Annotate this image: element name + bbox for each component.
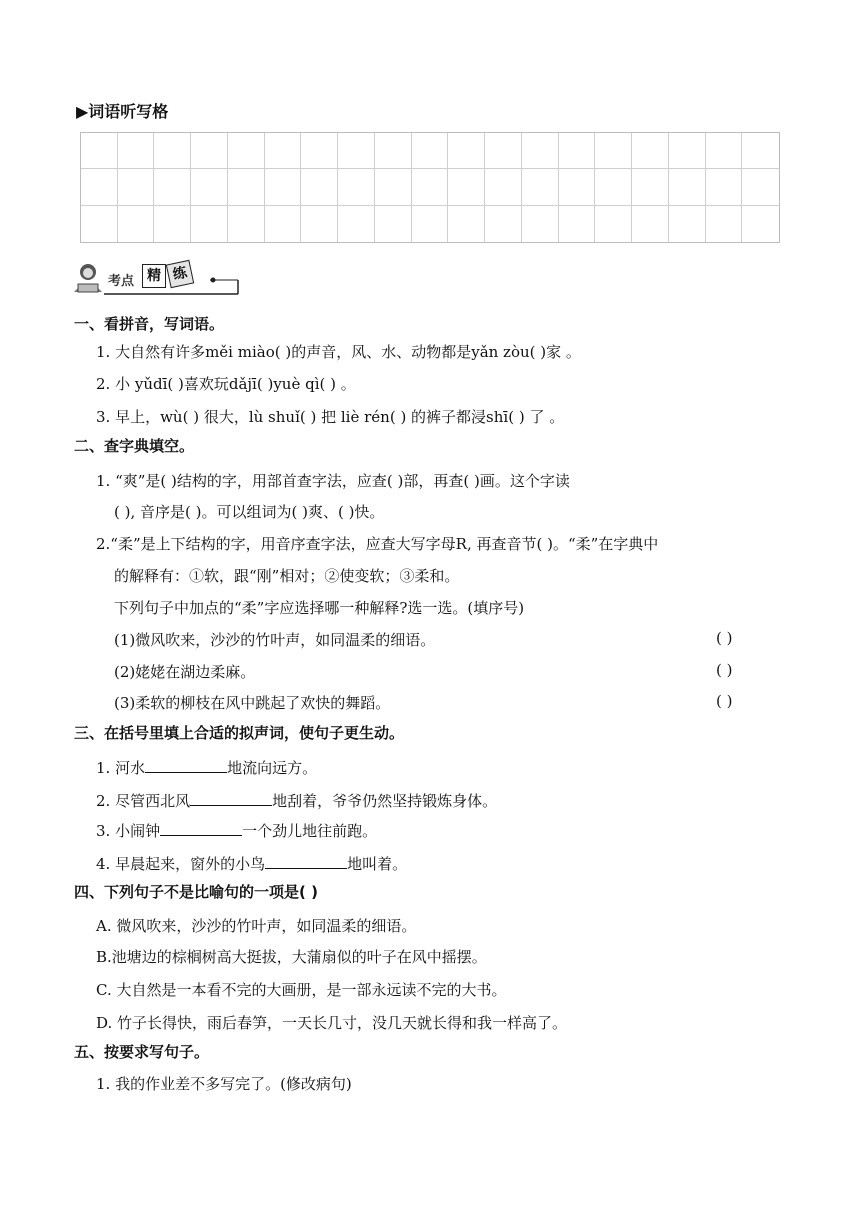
grid-cell[interactable] — [301, 133, 338, 169]
grid-cell[interactable] — [265, 169, 302, 205]
grid-cell[interactable] — [742, 133, 779, 169]
s3-item-2 — [96, 790, 497, 811]
grid-cell[interactable] — [191, 169, 228, 205]
section-2-title: 二、查字典填空。 — [74, 437, 195, 455]
s1-line-3: 3. 早上，wù( ) 很大，lù shuǐ( ) 把 liè rén( ) 的裤子都浸shī( ) 了 。 — [96, 408, 565, 426]
grid-cell[interactable] — [669, 206, 706, 242]
dictation-grid — [80, 132, 780, 243]
s4-option-b: B.池塘边的棕榈树高大挺拔，大蒲扇似的叶子在风中摇摆。 — [96, 948, 487, 966]
s3-item-3 — [96, 820, 377, 841]
section-5-title: 五、按要求写句子。 — [74, 1043, 210, 1061]
grid-cell[interactable] — [228, 169, 265, 205]
s3-item-4 — [96, 853, 407, 874]
s2-item-3-answer-paren[interactable]: ( ) — [716, 692, 733, 710]
s2-item-1: (1)微风吹来，沙沙的竹叶声，如同温柔的细语。 — [114, 631, 436, 649]
grid-cell[interactable] — [81, 206, 118, 242]
s4-option-d: D. 竹子长得快，雨后春笋，一天长几寸，没几天就长得和我一样高了。 — [96, 1014, 568, 1032]
grid-cell[interactable] — [375, 133, 412, 169]
s3-item-4-blank[interactable] — [265, 854, 347, 869]
s3-item-1 — [96, 757, 317, 778]
grid-cell[interactable] — [338, 169, 375, 205]
s3-item-4-pre: 4. 早晨起来，窗外的小鸟 — [96, 855, 266, 873]
s3-item-2-pre: 2. 尽管西北风 — [96, 792, 191, 810]
s3-item-1-post: 地流向远方。 — [227, 759, 318, 777]
grid-cell[interactable] — [632, 206, 669, 242]
grid-cell[interactable] — [81, 133, 118, 169]
grid-cell[interactable] — [154, 206, 191, 242]
s3-item-2-blank[interactable] — [190, 791, 272, 806]
grid-cell[interactable] — [154, 169, 191, 205]
grid-cell[interactable] — [338, 206, 375, 242]
s1-line-2: 2. 小 yǔdī( )喜欢玩dǎjī( )yuè qì( ) 。 — [96, 375, 356, 393]
s2-q1-line-b: ( ), 音序是( )。可以组词为( )爽、( )快。 — [114, 503, 385, 521]
s5-line-1: 1. 我的作业差不多写完了。(修改病句) — [96, 1075, 352, 1093]
grid-cell[interactable] — [669, 169, 706, 205]
s3-item-1-pre: 1. 河水 — [96, 759, 146, 777]
section-4-title: 四、下列句子不是比喻句的一项是( ) — [74, 883, 318, 901]
grid-cell[interactable] — [338, 133, 375, 169]
grid-cell[interactable] — [228, 133, 265, 169]
s2-item-2: (2)姥姥在湖边柔麻。 — [114, 663, 256, 681]
s2-q2-line-c: 下列句子中加点的“柔”字应选择哪一种解释?选一选。(填序号) — [114, 599, 525, 617]
grid-cell[interactable] — [118, 133, 155, 169]
grid-cell[interactable] — [375, 206, 412, 242]
grid-cell[interactable] — [265, 206, 302, 242]
s2-q2-line-b: 的解释有：①软，跟“刚”相对；②使变软；③柔和。 — [114, 567, 460, 585]
s2-q1-line-a: 1. “爽”是( )结构的字，用部首查字法，应查( )部，再查( )画。这个字读 — [96, 472, 570, 490]
grid-cell[interactable] — [632, 169, 669, 205]
grid-cell[interactable] — [559, 206, 596, 242]
badge-label-jing: 精 — [142, 264, 166, 288]
grid-cell[interactable] — [706, 133, 743, 169]
grid-cell[interactable] — [228, 206, 265, 242]
s3-item-3-pre: 3. 小闹钟 — [96, 822, 161, 840]
grid-cell[interactable] — [706, 206, 743, 242]
section-badge — [70, 258, 240, 298]
s4-option-a: A. 微风吹来，沙沙的竹叶声，如同温柔的细语。 — [96, 917, 417, 935]
grid-cell[interactable] — [742, 206, 779, 242]
grid-cell[interactable] — [412, 169, 449, 205]
grid-cell[interactable] — [81, 169, 118, 205]
grid-cell[interactable] — [706, 169, 743, 205]
grid-cell[interactable] — [118, 169, 155, 205]
grid-cell[interactable] — [485, 206, 522, 242]
s3-item-3-blank[interactable] — [160, 821, 242, 836]
badge-label-kaodian: 考点 — [108, 274, 135, 289]
grid-cell[interactable] — [522, 133, 559, 169]
section-1-title: 一、看拼音，写词语。 — [74, 315, 225, 333]
s2-q2-line-a: 2.“柔”是上下结构的字，用音序查字法，应查大写字母R, 再查音节( )。“柔”在字典中 — [96, 535, 659, 553]
grid-cell[interactable] — [595, 169, 632, 205]
dictation-title: ▶词语听写格 — [76, 102, 169, 121]
grid-cell[interactable] — [559, 169, 596, 205]
s3-item-2-post: 地刮着，爷爷仍然坚持锻炼身体。 — [272, 792, 498, 810]
grid-cell[interactable] — [559, 133, 596, 169]
s3-item-1-blank[interactable] — [145, 758, 227, 773]
grid-cell[interactable] — [191, 206, 228, 242]
s3-item-4-post: 地叫着。 — [347, 855, 408, 873]
grid-cell[interactable] — [154, 133, 191, 169]
s4-option-c: C. 大自然是一本看不完的大画册，是一部永远读不完的大书。 — [96, 981, 507, 999]
grid-cell[interactable] — [375, 169, 412, 205]
grid-cell[interactable] — [485, 133, 522, 169]
grid-cell[interactable] — [595, 206, 632, 242]
grid-cell[interactable] — [412, 133, 449, 169]
grid-cell[interactable] — [448, 206, 485, 242]
grid-cell[interactable] — [669, 133, 706, 169]
grid-cell[interactable] — [448, 169, 485, 205]
grid-cell[interactable] — [522, 169, 559, 205]
grid-cell[interactable] — [742, 169, 779, 205]
grid-cell[interactable] — [301, 169, 338, 205]
badge-label-lian: 练 — [166, 260, 194, 288]
s2-item-1-answer-paren[interactable]: ( ) — [716, 629, 733, 647]
s2-item-3: (3)柔软的柳枝在风中跳起了欢快的舞蹈。 — [114, 694, 391, 712]
grid-cell[interactable] — [118, 206, 155, 242]
grid-cell[interactable] — [191, 133, 228, 169]
grid-cell[interactable] — [485, 169, 522, 205]
s1-line-1: 1. 大自然有许多měi miào( )的声音，风、水、动物都是yǎn zòu( )家 。 — [96, 343, 581, 361]
grid-cell[interactable] — [265, 133, 302, 169]
grid-cell[interactable] — [412, 206, 449, 242]
grid-cell[interactable] — [522, 206, 559, 242]
s3-item-3-post: 一个劲儿地往前跑。 — [242, 822, 378, 840]
grid-cell[interactable] — [632, 133, 669, 169]
s2-item-2-answer-paren[interactable]: ( ) — [716, 661, 733, 679]
grid-cell[interactable] — [301, 206, 338, 242]
section-3-title: 三、在括号里填上合适的拟声词，使句子更生动。 — [74, 724, 405, 742]
grid-cell[interactable] — [448, 133, 485, 169]
grid-cell[interactable] — [595, 133, 632, 169]
